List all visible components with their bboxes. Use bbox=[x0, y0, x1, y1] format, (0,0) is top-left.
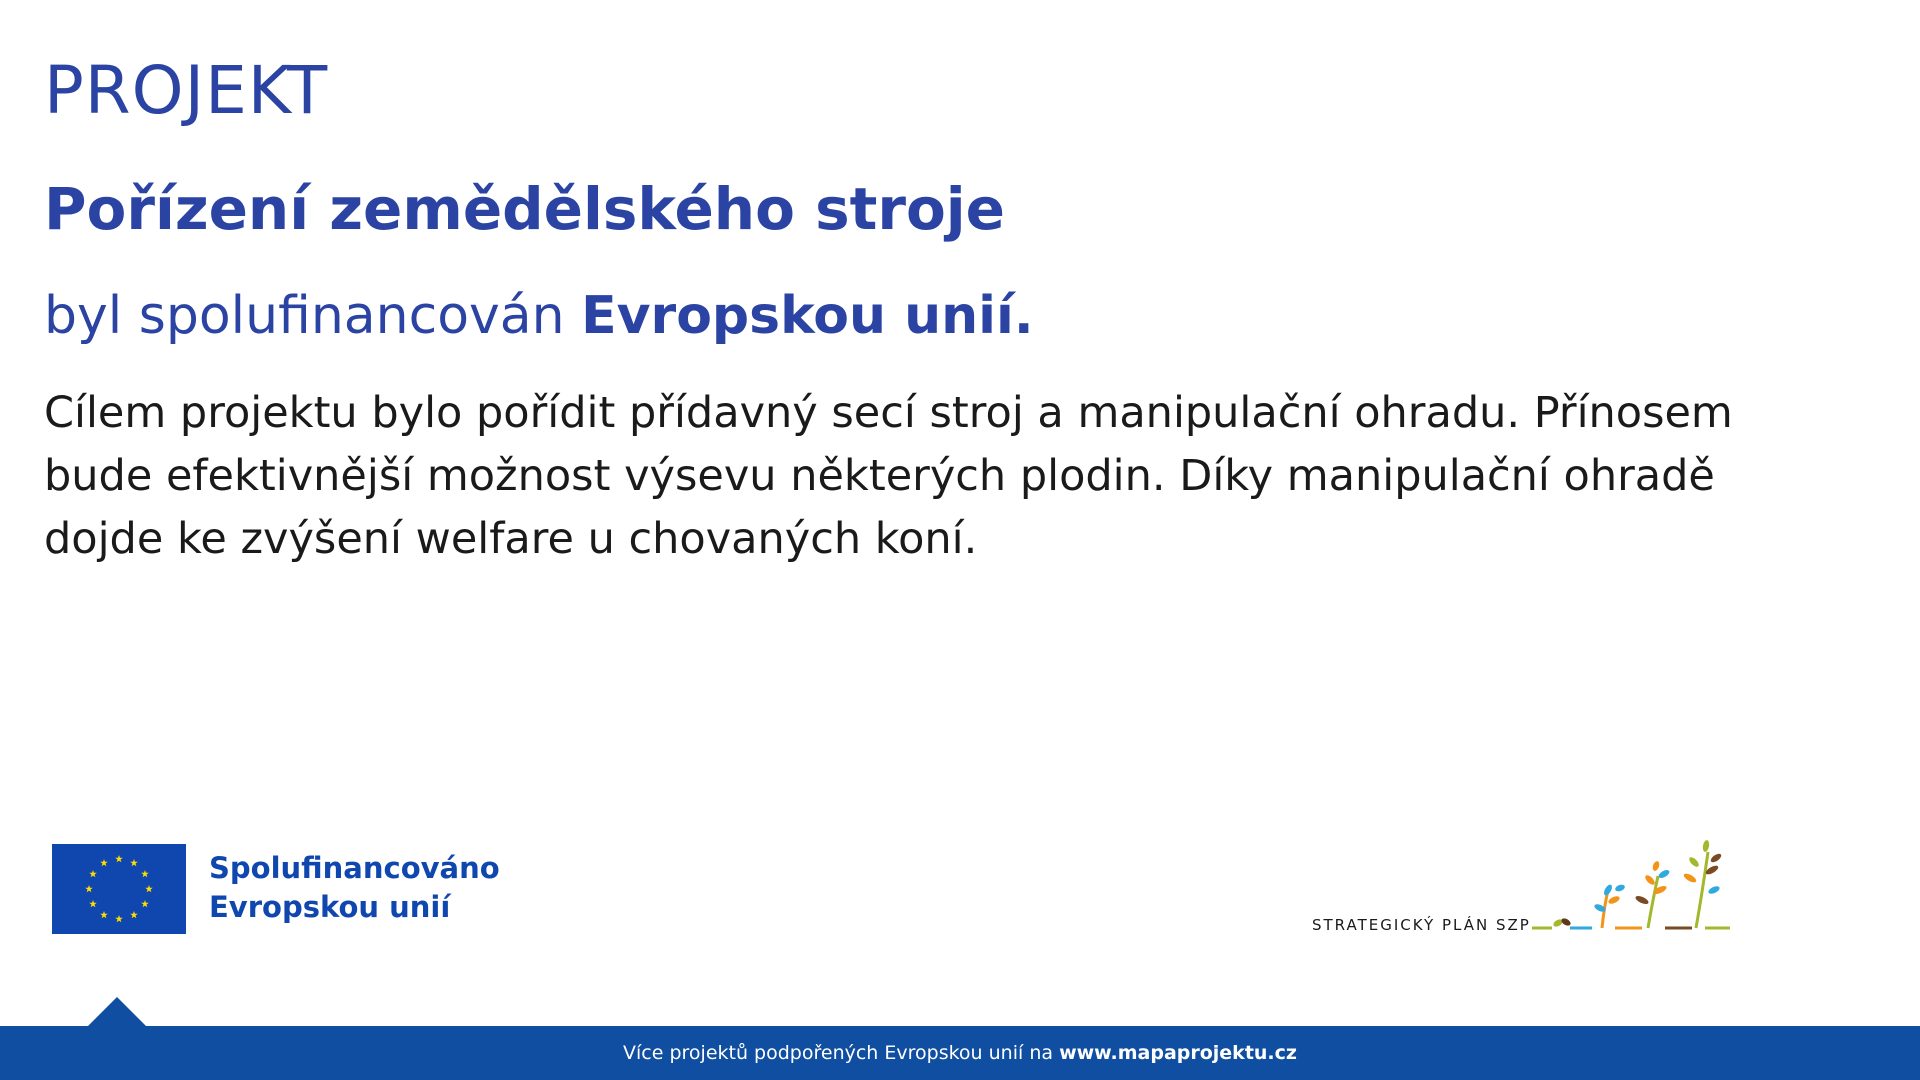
cofinancing-prefix: byl spolufinancován bbox=[44, 286, 565, 346]
eu-logo-line1: Spolufinancováno bbox=[209, 851, 500, 885]
footer-text: Více projektů podpořených Evropskou unií na bbox=[623, 1042, 1054, 1064]
cofinancing-statement bbox=[44, 280, 1034, 352]
footer-notch bbox=[87, 997, 147, 1027]
strategic-plan-text: STRATEGICKÝ PLÁN SZP bbox=[1312, 916, 1531, 934]
eu-logo-line2: Evropskou unií bbox=[209, 890, 451, 924]
cofinancing-emphasis: Evropskou unií. bbox=[581, 286, 1034, 346]
sprouting-plants-icon bbox=[1530, 838, 1760, 938]
footer-link[interactable]: www.mapaprojektu.cz bbox=[1059, 1042, 1297, 1064]
project-description: Cílem projektu bylo pořídit přídavný secí stroj a manipulační ohradu. Přínosem bude efektivnější možnost výsevu některých plodin. Díky manipulační ohradě dojde ke zvýšení welfare u chovaných koní. bbox=[44, 388, 1733, 564]
eu-cofinancing-logo bbox=[52, 844, 500, 934]
eu-flag-icon bbox=[52, 844, 186, 934]
page-label: PROJEKT bbox=[44, 52, 329, 129]
strategic-plan-logo bbox=[1300, 838, 1760, 938]
eu-logo-text bbox=[209, 849, 500, 927]
project-title: Pořízení zemědělského stroje bbox=[44, 175, 1006, 243]
footer-bar bbox=[0, 1026, 1920, 1080]
